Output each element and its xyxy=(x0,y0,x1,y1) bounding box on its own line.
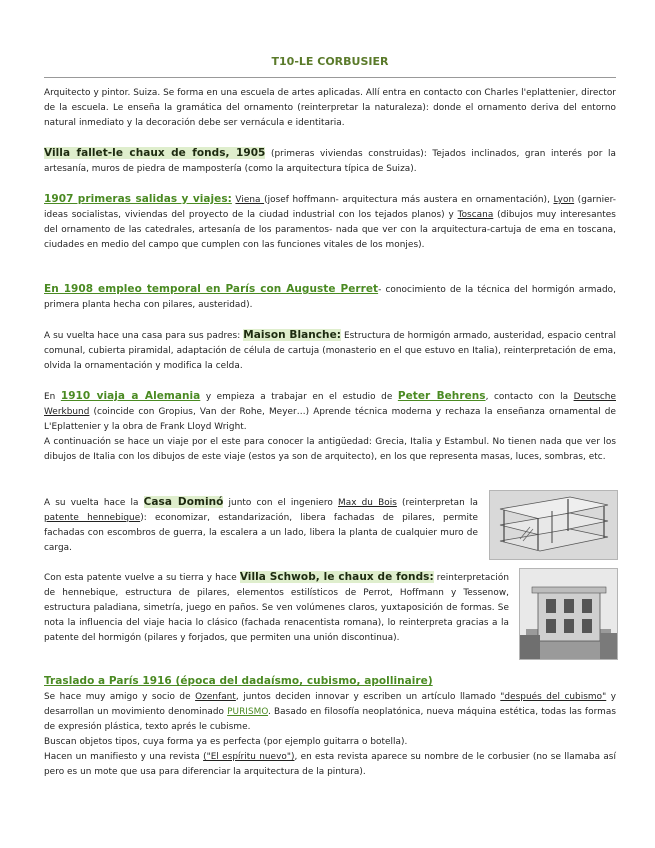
alemania-paragraph xyxy=(44,389,616,465)
title-divider xyxy=(44,77,616,78)
page-title: T10-LE CORBUSIER xyxy=(271,55,389,68)
behrens-link[interactable]: Peter Behrens xyxy=(397,390,486,402)
paris-text-7: , en esta revista aparece su nombre de le corbusier (no se llamaba así pero es un mote que usa para diferenciar la arquitectura de la pintura). xyxy=(44,752,617,777)
perret-heading: En 1908 empleo temporal en París con Auguste Perret xyxy=(44,283,379,295)
schwob-pre: Con esta patente vuelve a su tierra y hace xyxy=(44,573,240,583)
werkbund-link[interactable]: Deutsche Werkbund xyxy=(44,392,616,417)
villa-schwob-photo xyxy=(520,569,617,659)
viajes-text-3: (dibujos muy interesantes del ornamento de las catedrales, artesanía de los paramentos- nada que ver con la arquitectura-cartuja de ema en toscana, ciudades en medio del campo que cumplen con las funciones vitales de los monjes). xyxy=(44,210,616,250)
maison-text: Estructura de hormigón armado, austeridad, espacio central comunal, cubierta piramidal, adaptación de célula de cartuja (monasterio en el que estuvo en Italia), reinterpretación de ema, olvida la ornamentación y modifica la celda. xyxy=(44,331,616,371)
alemania-text-2: , contacto con la xyxy=(485,392,574,402)
viajes-heading: 1907 primeras salidas y viajes: xyxy=(44,193,232,205)
villa-schwob-image xyxy=(519,568,618,660)
domino-text-1: junto con el ingeniero xyxy=(223,498,338,508)
alemania-text-4: A continuación se hace un viaje por el este para conocer la antigüedad: Grecia, Italia y Estambul. No tienen nada que ver los dibujos de Italia con los dibujos de este viaje (estos ya son de arquitecto), en los que representa masas, luces, sombras, etc. xyxy=(44,437,616,462)
toscana-link[interactable]: Toscana xyxy=(457,210,494,220)
alemania-heading: 1910 viaja a Alemania xyxy=(60,390,201,402)
paris-text-6: Hacen un manifiesto y una revista xyxy=(44,752,204,762)
maison-paragraph xyxy=(44,328,616,374)
villa-fallet-text: (primeras viviendas construidas): Tejados inclinados, gran interés por la artesanía, muros de piedra de mampostería (como la arquitectura típica de Suiza). xyxy=(44,149,616,174)
paris-text-2: , juntos deciden innovar y escriben un artículo llamado xyxy=(235,692,501,702)
paris-text-1: Se hace muy amigo y socio de xyxy=(44,692,196,702)
paris-text-5: Buscan objetos tipos, cuya forma ya es perfecta (por ejemplo guitarra o botella). xyxy=(44,737,408,747)
schwob-text: reinterpretación de hennebique, estructura de pilares, elementos estilísticos de Perrot, Hoffmann y Tessenow, estructura paladiana, simetría, juego en paños. Se ven volúmenes claros, yuxtaposición de formas. Se nota la influencia del viaje hacia lo clásico (fachada renacentista romana), lo reinterpreta gracias a la patente del hormigón (pilares y forjados, que permiten una unión discontinua). xyxy=(44,573,509,643)
schwob-heading: Villa Schwob, le chaux de fonds: xyxy=(239,571,434,583)
paris-text-4: . Basado en filosofía neoplatónica, nueva máquina estética, todas las formas de expresión plástica, texto aprés le cubisme. xyxy=(44,707,616,732)
alemania-text-3: (coincide con Gropius, Van der Rohe, Meyer…) Aprende técnica moderna y rechaza la enseñanza ornamental de L'Eplattenier y la obra de Frank Lloyd Wright. xyxy=(44,407,616,432)
perret-text: - conocimiento de la técnica del hormigón armado, primera planta hecha con pilares, austeridad). xyxy=(44,285,617,310)
casa-domino-drawing xyxy=(490,491,617,559)
lyon-link[interactable]: Lyon xyxy=(553,195,575,205)
villa-fallet-paragraph xyxy=(44,146,616,177)
viajes-paragraph xyxy=(44,192,616,253)
despues-link[interactable]: "después del cubismo" xyxy=(500,692,607,702)
viajes-text-2: (garnier- ideas socialistas, viviendas del proyecto de la ciudad industrial con los tejados planos) y xyxy=(44,195,616,220)
viena-link[interactable]: Viena xyxy=(235,195,265,205)
casa-domino-image xyxy=(489,490,618,560)
maison-heading: Maison Blanche: xyxy=(243,329,341,341)
patente-link[interactable]: patente hennebique xyxy=(44,513,141,523)
espiritu-link[interactable]: ("El espíritu nuevo") xyxy=(203,752,295,762)
alemania-text-1: y empieza a trabajar en el estudio de xyxy=(200,392,398,402)
ozenfant-link[interactable]: Ozenfant xyxy=(195,692,236,702)
domino-text-2: (reinterpretan la xyxy=(396,498,478,508)
domino-heading: Casa Dominó xyxy=(143,496,224,508)
villa-fallet-heading: Villa fallet-le chaux de fonds, 1905 xyxy=(44,147,266,159)
alemania-pre: En xyxy=(44,392,61,402)
intro-text: Arquitecto y pintor. Suiza. Se forma en una escuela de artes aplicadas. Allí entra en contacto con Charles l'eplattenier, director de la escuela. Le enseña la gramática del ornamento (reinterpretar la naturaleza): donde el ornamento deriva del entorno natural inmediato y la decoración debe ser vernácula e identitaria. xyxy=(44,88,616,128)
perret-paragraph xyxy=(44,282,616,313)
purismo-link[interactable]: PURISMO xyxy=(227,707,269,717)
schwob-paragraph xyxy=(44,570,509,646)
maison-pre: A su vuelta hace una casa para sus padres: xyxy=(44,331,244,341)
paris-paragraph xyxy=(44,674,616,780)
intro-paragraph xyxy=(44,86,616,131)
domino-pre: A su vuelta hace la xyxy=(44,498,144,508)
maxdubois-link[interactable]: Max du Bois xyxy=(338,498,397,508)
domino-paragraph xyxy=(44,495,478,556)
paris-heading: Traslado a París 1916 (época del dadaísmo, cubismo, apollinaire) xyxy=(44,675,433,687)
domino-text-3: ): economizar, estandarización, libera fachadas de pilares, permite fachadas con escombros de guerra, la escalera a un lado, libera la planta de cualquier muro de carga. xyxy=(44,513,478,553)
viajes-text-1: (josef hoffmann- arquitectura más austera en ornamentación), xyxy=(264,195,554,205)
paris-text-3: y desarrollan un movimiento denominado xyxy=(44,692,617,717)
